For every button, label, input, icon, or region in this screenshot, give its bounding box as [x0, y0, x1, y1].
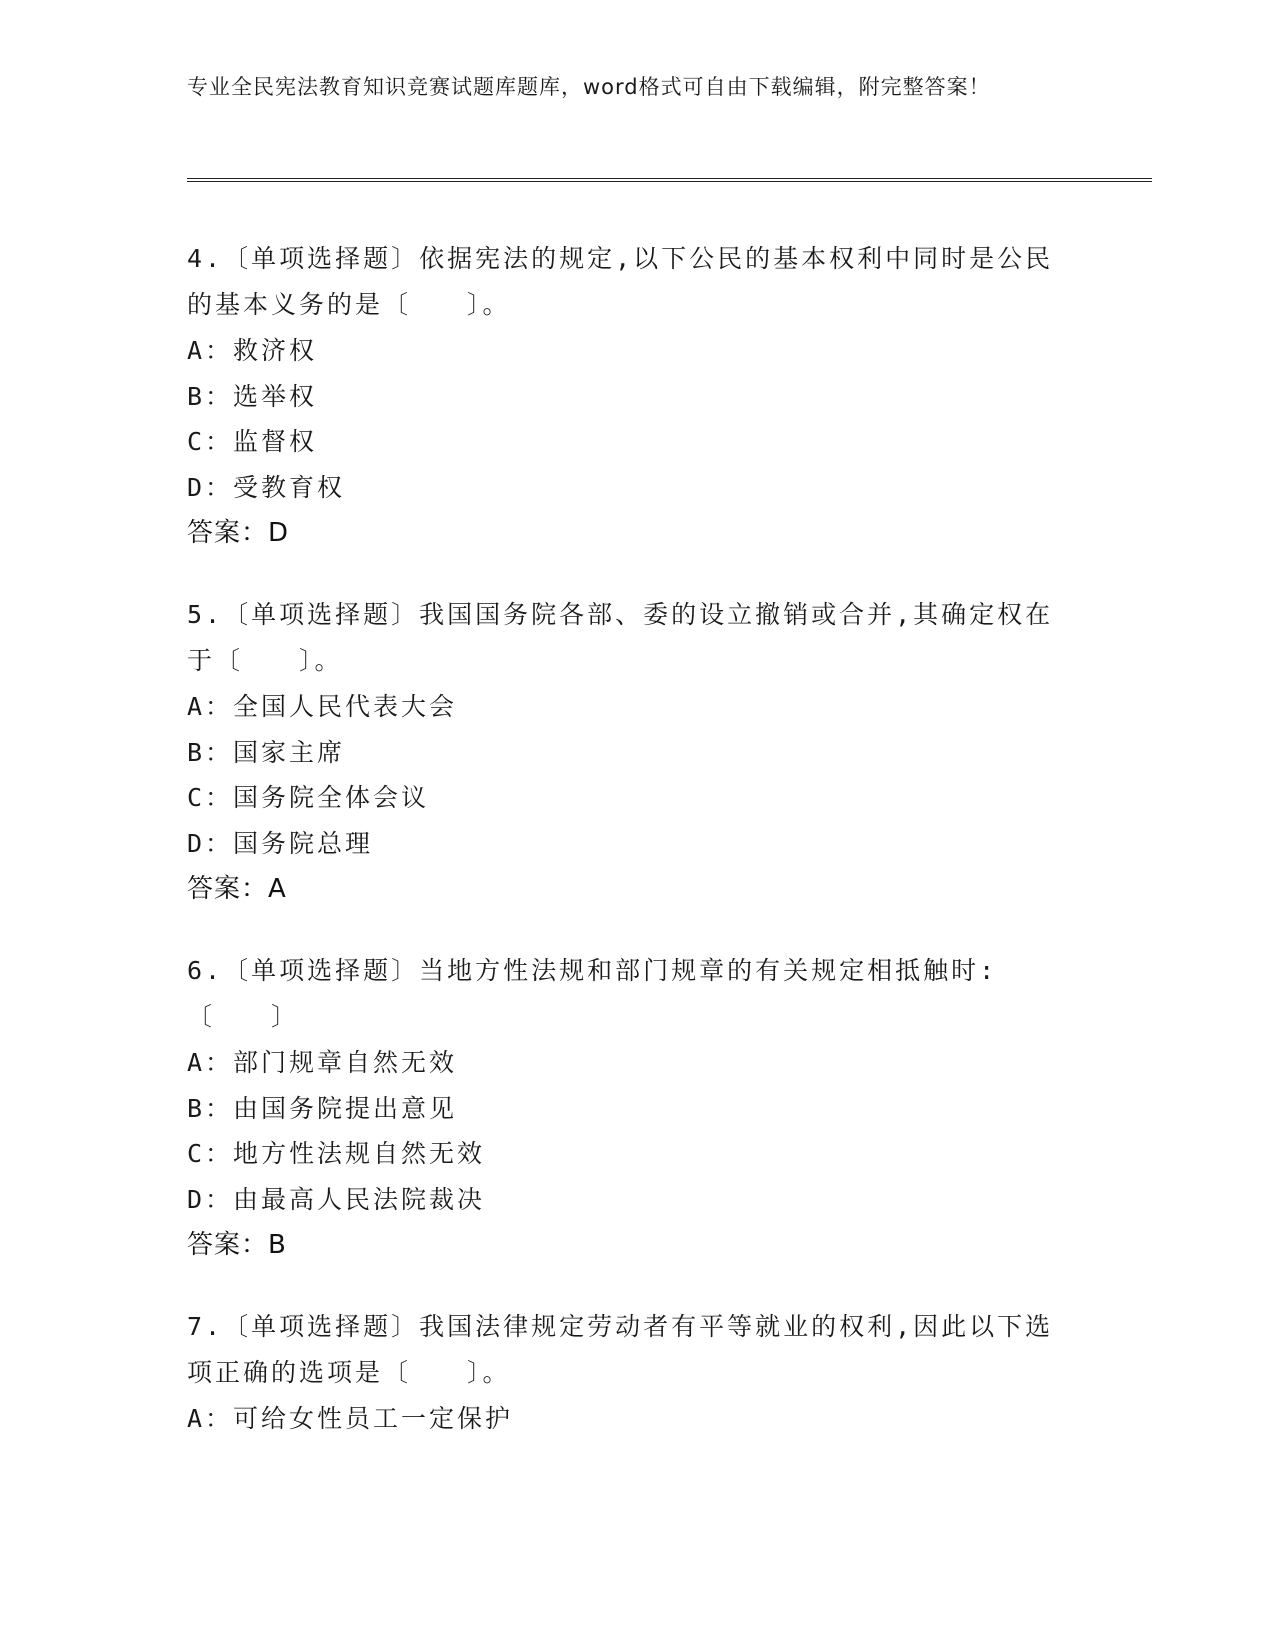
- question-stem: 4.〔单项选择题〕依据宪法的规定,以下公民的基本权利中同时是公民的基本义务的是〔 〕。: [187, 244, 1054, 319]
- option-d: D：受教育权: [187, 472, 346, 502]
- option-a: A：可给女性员工一定保护: [187, 1404, 514, 1433]
- option-a: A：全国人民代表大会: [187, 692, 458, 721]
- header-divider: [187, 178, 1152, 182]
- option-c: C：地方性法规自然无效: [187, 1139, 486, 1168]
- question-list: [187, 236, 1087, 1478]
- question-5: [187, 592, 1087, 912]
- option-c: C：监督权: [187, 427, 318, 456]
- option-a: A：救济权: [187, 336, 318, 365]
- question-stem: 6.〔单项选择题〕当地方性法规和部门规章的有关规定相抵触时:〔 〕: [187, 956, 998, 1031]
- option-b: B：选举权: [187, 381, 318, 411]
- question-stem: 7.〔单项选择题〕我国法律规定劳动者有平等就业的权利,因此以下选项正确的选项是〔 〕。: [187, 1312, 1054, 1387]
- option-c: C：国务院全体会议: [187, 783, 430, 812]
- answer-label: 答案：A: [187, 874, 287, 904]
- answer-label: 答案：B: [187, 1230, 287, 1260]
- document-header: 专业全民宪法教育知识竞赛试题库题库，word格式可自由下载编辑，附完整答案！: [187, 75, 991, 99]
- answer-label: 答案：D: [187, 518, 290, 548]
- option-a: A：部门规章自然无效: [187, 1048, 458, 1077]
- option-b: B：由国务院提出意见: [187, 1093, 458, 1123]
- question-7: [187, 1304, 1087, 1442]
- question-stem: 5.〔单项选择题〕我国国务院各部、委的设立撤销或合并,其确定权在于〔 〕。: [187, 600, 1054, 675]
- question-4: [187, 236, 1087, 556]
- option-b: B：国家主席: [187, 737, 346, 767]
- option-d: D：由最高人民法院裁决: [187, 1184, 486, 1214]
- option-d: D：国务院总理: [187, 828, 374, 858]
- question-6: [187, 948, 1087, 1268]
